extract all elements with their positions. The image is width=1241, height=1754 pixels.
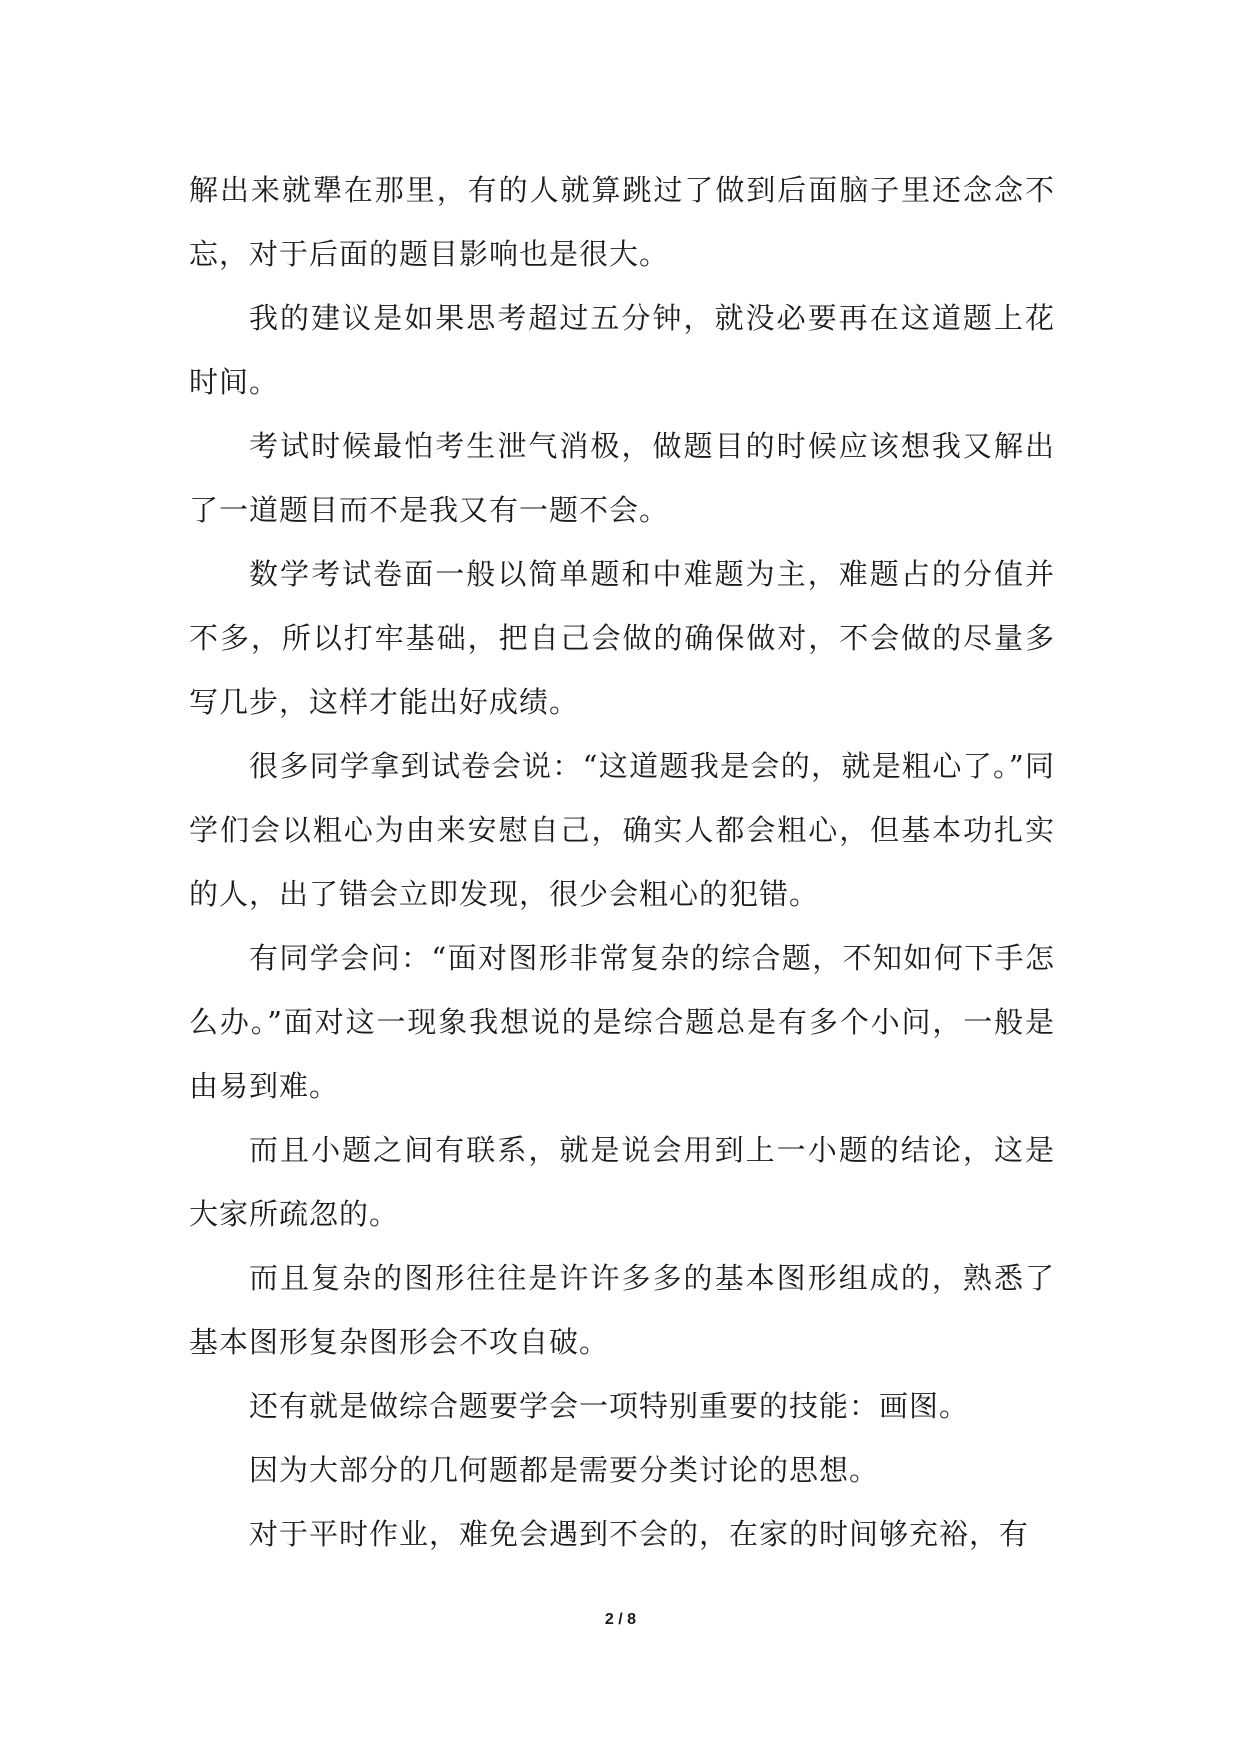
- paragraph-10: 因为大部分的几何题都是需要分类讨论的思想。: [249, 1453, 880, 1487]
- page-number: 2 / 8: [604, 1611, 637, 1628]
- paragraph-11: 对于平时作业，难免会遇到不会的，在家的时间够充裕，有: [249, 1517, 1030, 1551]
- paragraph-4: 数学考试卷面一般以简单题和中难题为主，难题占的分值并不多，所以打牢基础，把自己会做的确保做对，不会做的尽量多写几步，这样才能出好成绩。: [189, 557, 1055, 719]
- paragraph-3: 考试时候最怕考生泄气消极，做题目的时候应该想我又解出了一道题目而不是我又有一题不会。: [189, 429, 1055, 527]
- paragraph-1: 解出来就犟在那里，有的人就算跳过了做到后面脑子里还念念不忘，对于后面的题目影响也是很大。: [189, 173, 1055, 271]
- paragraph-8: 而且复杂的图形往往是许许多多的基本图形组成的，熟悉了基本图形复杂图形会不攻自破。: [189, 1261, 1055, 1359]
- paragraph-7: 而且小题之间有联系，就是说会用到上一小题的结论，这是大家所疏忽的。: [189, 1133, 1055, 1231]
- document-body: [189, 158, 1055, 1566]
- paragraph-6: 有同学会问：“面对图形非常复杂的综合题，不知如何下手怎么办。”面对这一现象我想说的是综合题总是有多个小问，一般是由易到难。: [189, 941, 1055, 1103]
- paragraph-5: 很多同学拿到试卷会说：“这道题我是会的，就是粗心了。”同学们会以粗心为由来安慰自己，确实人都会粗心，但基本功扎实的人，出了错会立即发现，很少会粗心的犯错。: [189, 749, 1055, 911]
- paragraph-9: 还有就是做综合题要学会一项特别重要的技能：画图。: [249, 1389, 970, 1423]
- paragraph-2: 我的建议是如果思考超过五分钟，就没必要再在这道题上花时间。: [189, 301, 1055, 399]
